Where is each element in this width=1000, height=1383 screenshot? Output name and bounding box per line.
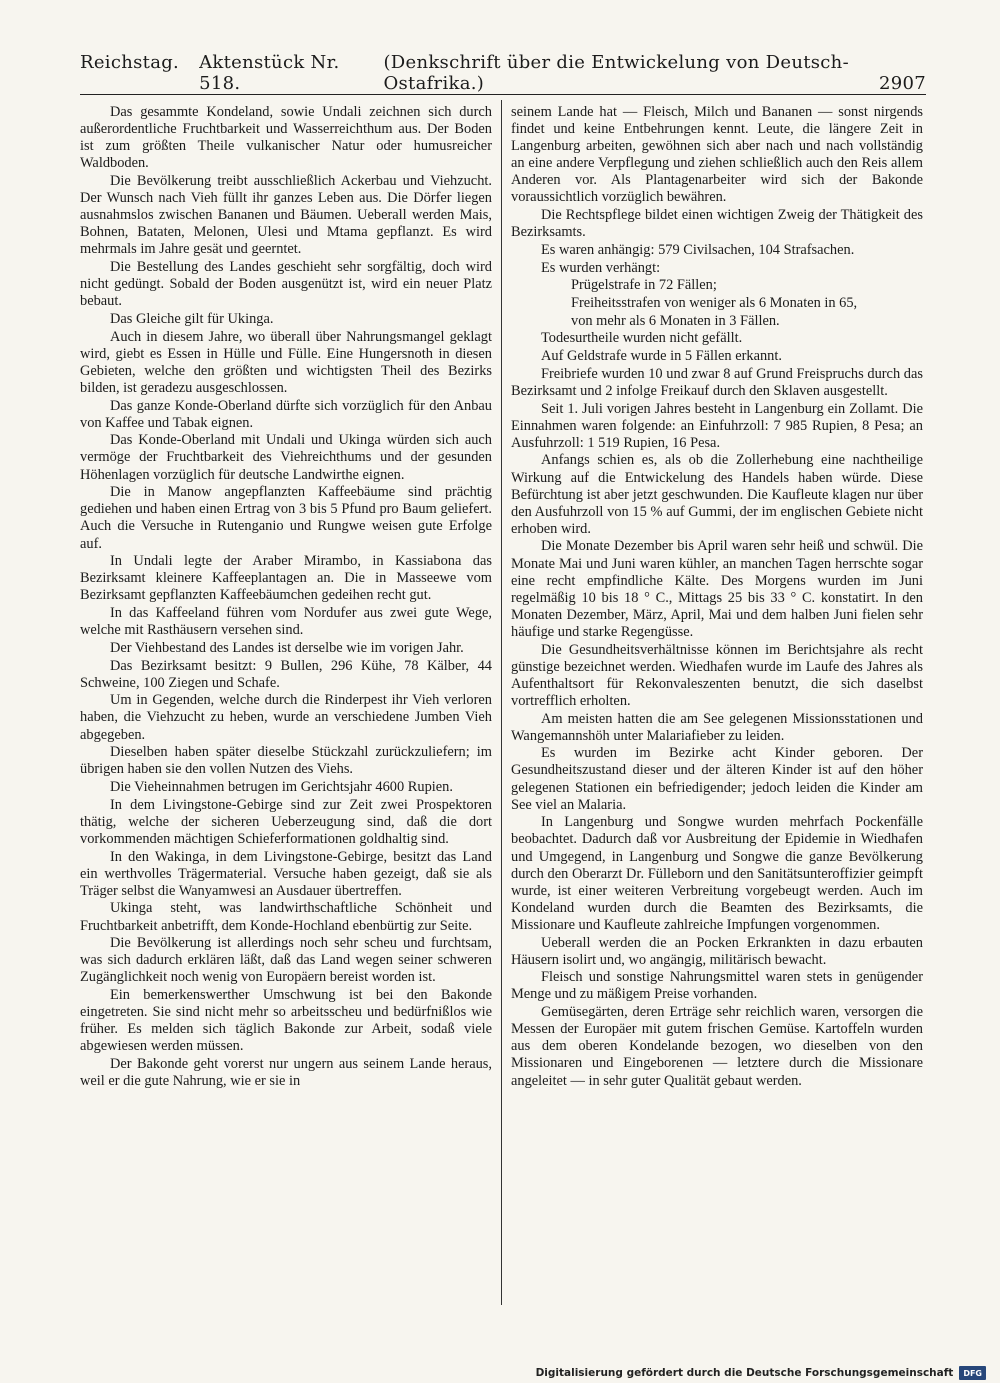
paragraph: Es wurden im Bezirke acht Kinder geboren. Der Gesundheitszustand dieser und der älteren Kinder ist auf den höher gelegenen Stationen ein befriedigender; jedoch leiden die Kinder am See viel an Malaria. (511, 745, 923, 813)
paragraph: Auf Geldstrafe wurde in 5 Fällen erkannt. (541, 348, 782, 365)
paragraph: Es waren anhängig: 579 Civilsachen, 104 Strafsachen. (541, 241, 855, 258)
paragraph: Dieselben haben später dieselbe Stückzahl zurückzuliefern; im übrigen haben sie den vollen Nutzen des Viehs. (80, 744, 492, 778)
paragraph: Die Rechtspflege bildet einen wichtigen Zweig der Thätigkeit des Bezirksamts. (511, 207, 923, 241)
paragraph: Prügelstrafe in 72 Fällen; (571, 277, 717, 294)
paragraph: Freiheitsstrafen von weniger als 6 Monaten in 65, (571, 295, 858, 311)
paragraph: Freibriefe wurden 10 und zwar 8 auf Grund Freispruchs durch das Bezirksamt und 2 infolge Freikauf durch den Sklaven ausgestellt. (511, 365, 923, 399)
paragraph: Es wurden verhängt: (541, 259, 661, 276)
paragraph: Die Bevölkerung ist allerdings noch sehr scheu und furchtsam, was sich dadurch erklären läßt, daß das Land wegen seiner schweren Zugänglichkeit noch wenig von Europäern bereist worden ist. (80, 935, 492, 986)
header-reichstag: Reichstag. (80, 52, 180, 73)
paragraph: Die Bestellung des Landes geschieht sehr sorgfältig, doch wird nicht gedüngt. Sobald der Boden ausgenützt ist, wird ein neuer Platz bebaut. (80, 259, 492, 310)
paragraph: Um in Gegenden, welche durch die Rinderpest ihr Vieh verloren haben, die Viehzucht zu heben, wurde an verschiedene Jumben Vieh abgegeben. (80, 692, 492, 743)
paragraph: Todesurtheile wurden nicht gefällt. (541, 330, 743, 347)
paragraph: Die Gesundheitsverhältnisse können im Berichtsjahre als recht günstige bezeichnet werden. Wiedhafen wurde im Laufe des Jahres als Aufenthaltsort für Rekonvaleszenten benutzt, die sich daselbst vortrefflich erholten. (511, 641, 923, 709)
paragraph: Gemüsegärten, deren Erträge sehr reichlich waren, versorgen die Messen der Europäer mit gutem frischen Gemüse. Kartoffeln wurden aus dem oberen Kondelande bezogen, wo dieselben von den Missionaren und Eingeborenen — letztere durch die Missionare angeleitet — in sehr guter Qualität gebaut werden. (511, 1004, 923, 1089)
paragraph: Ein bemerkenswerther Umschwung ist bei den Bakonde eingetreten. Sie sind nicht mehr so arbeitsscheu und bedürfnißlos wie früher. Es melden sich täglich Bakonde zur Arbeit, sodaß viele abgewiesen werden müssen. (80, 987, 492, 1055)
paragraph: In Langenburg und Songwe wurden mehrfach Pockenfälle beobachtet. Dadurch daß vor Ausbreitung der Epidemie in Wiedhafen und Umgegend, in Langenburg und Songwe die ganze Bevölkerung durch den Oberarzt Dr. Fülleborn und den Sanitätsunteroffizier geimpft wurde, ist einer weiteren Verbreitung vorgebeugt werden. Auch im Kondeland wurden durch die Beamten des Bezirksamts, die Missionare und Kaufleute zahlreiche Impfungen vorgenommen. (511, 814, 923, 933)
paragraph: In das Kaffeeland führen vom Nordufer aus zwei gute Wege, welche mit Rasthäusern versehen sind. (80, 605, 492, 639)
column-divider (501, 100, 502, 1305)
header-aktenstueck: Aktenstück Nr. 518. (199, 52, 340, 94)
page-number: 2907 (878, 73, 926, 94)
paragraph: In Undali legte der Araber Mirambo, in Kassiabona das Bezirksamt kleinere Kaffeeplantagen an. Die in Masseewe vom Bezirksamt gepflanzten Kaffeebäumchen gedeihen recht gut. (80, 553, 492, 604)
right-column (511, 104, 923, 1090)
paragraph: Seit 1. Juli vorigen Jahres besteht in Langenburg ein Zollamt. Die Einnahmen waren folgende: an Einfuhrzoll: 7 985 Rupien, 8 Pesa; an Ausfuhrzoll: 1 519 Rupien, 16 Pesa. (511, 400, 923, 451)
dfg-logo-icon: DFG (959, 1366, 986, 1380)
paragraph: von mehr als 6 Monaten in 3 Fällen. (571, 312, 780, 329)
header-rule (80, 94, 926, 95)
header-title: (Denkschrift über die Entwickelung von Deutsch-Ostafrika.) (383, 52, 849, 94)
paragraph: Die Bevölkerung treibt ausschließlich Ackerbau und Viehzucht. Der Wunsch nach Vieh füllt ihr ganzes Leben aus. Die Dörfer liegen ausnahmslos zwischen Bananen und Bäumen. Ueberall werden Mais, Bohnen, Bataten, Melonen, Ulesi und Mtama gepflanzt. Es wird mehrmals im Jahre gesät und geerntet. (80, 172, 492, 258)
paragraph: Ukinga steht, was landwirthschaftliche Schönheit und Fruchtbarkeit anbetrifft, dem Konde-Hochland ebenbürtig zur Seite. (80, 900, 492, 934)
page-header (80, 54, 926, 94)
paragraph: Das ganze Konde-Oberland dürfte sich vorzüglich für den Anbau von Kaffee und Tabak eignen. (80, 397, 492, 431)
paragraph: seinem Lande hat — Fleisch, Milch und Bananen — sonst nirgends findet und keine Entbehrungen kennt. Leute, die längere Zeit in Langenburg arbeiten, gewöhnen sich aber nach und nach vollständig an eine andere Verpflegung und ziehen schließlich auch den Reis allem Anderen vor. Als Plantagenarbeiter wird sich der Bakonde voraussichtlich vorzüglich bewähren. (511, 104, 923, 206)
paragraph: Der Viehbestand des Landes ist derselbe wie im vorigen Jahr. (110, 639, 464, 656)
paragraph: Die Monate Dezember bis April waren sehr heiß und schwül. Die Monate Mai und Juni waren kühler, an manchen Tagen herrschte sogar eine recht empfindliche Kälte. Des Morgens wurden im Juni regelmäßig 10 bis 18 ° C., Mittags 25 bis 33 ° C. konstatirt. In den Monaten Dezember, März, April, Mai und dem halben Juni fielen sehr häufige und starke Regengüsse. (511, 538, 923, 640)
footer (536, 1366, 986, 1380)
paragraph: Am meisten hatten die am See gelegenen Missionsstationen und Wangemannshöh unter Malariafieber zu leiden. (511, 710, 923, 744)
paragraph: Der Bakonde geht vorerst nur ungern aus seinem Lande heraus, weil er die gute Nahrung, wie er sie in (80, 1056, 492, 1090)
paragraph: Das Bezirksamt besitzt: 9 Bullen, 296 Kühe, 78 Kälber, 44 Schweine, 100 Ziegen und Schafe. (80, 657, 492, 691)
footer-text: Digitalisierung gefördert durch die Deutsche Forschungsgemeinschaft (535, 1367, 954, 1379)
left-column (80, 104, 492, 1091)
paragraph: Das gesammte Kondeland, sowie Undali zeichnen sich durch außerordentliche Fruchtbarkeit und Wasserreichthum aus. Der Boden ist zum größten Theile vulkanischer Natur oder humusreicher Waldboden. (80, 104, 492, 172)
paragraph: In dem Livingstone-Gebirge sind zur Zeit zwei Prospektoren thätig, welche der sicheren Ueberzeugung sind, daß die dort vorkommenden mächtigen Schieferformationen goldhaltig sind. (80, 796, 492, 847)
paragraph: In den Wakinga, in dem Livingstone-Gebirge, besitzt das Land ein werthvolles Trägermaterial. Versuche haben gezeigt, daß sie als Träger selbst die Wanyamwesi an Ausdauer übertreffen. (80, 848, 492, 899)
paragraph: Die Vieheinnahmen betrugen im Gerichtsjahr 4600 Rupien. (110, 778, 453, 795)
paragraph: Die in Manow angepflanzten Kaffeebäume sind prächtig gediehen und haben einen Ertrag von 3 bis 5 Pfund pro Baum geliefert. Auch die Versuche in Rutenganio und Rungwe weisen gute Erfolge auf. (80, 484, 492, 552)
header-title-group (80, 52, 879, 94)
paragraph: Das Konde-Oberland mit Undali und Ukinga würden sich auch vermöge der Fruchtbarkeit des Viehreichthums und der gesunden Höhenlagen vorzüglich für deutsche Landwirthe eignen. (80, 432, 492, 483)
paragraph: Anfangs schien es, als ob die Zollerhebung eine nachtheilige Wirkung auf die Entwickelung des Handels haben würde. Diese Befürchtung ist aber jetzt geschwunden. Die Kaufleute klagen nur über den Ausfuhrzoll von 15 % auf Gummi, der im englischen Gebiete nicht erhoben wird. (511, 452, 923, 537)
paragraph: Ueberall werden die an Pocken Erkrankten in dazu erbauten Häusern isolirt und, wo angängig, militärisch bewacht. (511, 934, 923, 968)
paragraph: Auch in diesem Jahre, wo überall über Nahrungsmangel geklagt wird, giebt es Essen in Hülle und Fülle. Eine Hungersnoth in diesen Gebieten, welche den größten und wichtigsten Theil des Bezirks bilden, ist geradezu ausgeschlossen. (80, 328, 492, 396)
paragraph: Fleisch und sonstige Nahrungsmittel waren stets in genügender Menge und zu mäßigem Preise vorhanden. (511, 969, 923, 1003)
paragraph: Das Gleiche gilt für Ukinga. (110, 310, 274, 327)
